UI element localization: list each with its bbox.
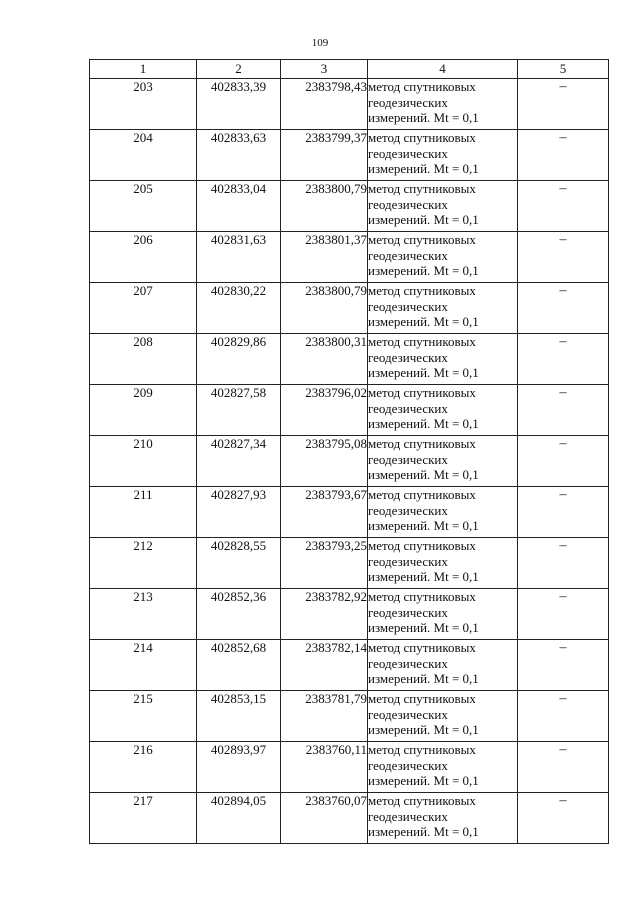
point-number-cell: 213 xyxy=(90,589,197,640)
method-line-1: метод спутниковых xyxy=(368,640,476,655)
method-line-2: геодезических xyxy=(368,94,448,110)
y-coordinate-cell: 2383760,07 xyxy=(281,793,368,844)
table-row xyxy=(90,589,609,640)
description-cell: – xyxy=(518,283,609,334)
description-cell: – xyxy=(518,487,609,538)
description-cell: – xyxy=(518,793,609,844)
method-line-3: измерений. Mt = 0,1 xyxy=(368,773,479,788)
method-line-2: геодезических xyxy=(368,604,448,620)
method-line-2: геодезических xyxy=(368,706,448,722)
coordinates-table xyxy=(89,59,609,844)
method-line-3: измерений. Mt = 0,1 xyxy=(368,161,479,176)
point-number-cell: 215 xyxy=(90,691,197,742)
method-line-1: метод спутниковых xyxy=(368,181,476,196)
description-cell: – xyxy=(518,334,609,385)
table-row xyxy=(90,232,609,283)
column-header-4: 4 xyxy=(368,60,518,79)
column-header-2: 2 xyxy=(197,60,281,79)
method-cell xyxy=(368,793,518,844)
method-cell xyxy=(368,538,518,589)
method-line-3: измерений. Mt = 0,1 xyxy=(368,620,479,635)
method-line-1: метод спутниковых xyxy=(368,538,476,553)
method-line-3: измерений. Mt = 0,1 xyxy=(368,365,479,380)
method-line-1: метод спутниковых xyxy=(368,385,476,400)
point-number-cell: 209 xyxy=(90,385,197,436)
table-row xyxy=(90,691,609,742)
method-cell xyxy=(368,79,518,130)
x-coordinate-cell: 402827,93 xyxy=(197,487,281,538)
method-line-1: метод спутниковых xyxy=(368,334,476,349)
table-row xyxy=(90,181,609,232)
table-row xyxy=(90,385,609,436)
x-coordinate-cell: 402829,86 xyxy=(197,334,281,385)
method-line-3: измерений. Mt = 0,1 xyxy=(368,722,479,737)
method-line-3: измерений. Mt = 0,1 xyxy=(368,467,479,482)
description-cell: – xyxy=(518,181,609,232)
method-cell xyxy=(368,691,518,742)
point-number-cell: 204 xyxy=(90,130,197,181)
y-coordinate-cell: 2383800,79 xyxy=(281,181,368,232)
y-coordinate-cell: 2383801,37 xyxy=(281,232,368,283)
x-coordinate-cell: 402827,58 xyxy=(197,385,281,436)
point-number-cell: 212 xyxy=(90,538,197,589)
x-coordinate-cell: 402833,39 xyxy=(197,79,281,130)
method-line-3: измерений. Mt = 0,1 xyxy=(368,824,479,839)
point-number-cell: 206 xyxy=(90,232,197,283)
description-cell: – xyxy=(518,640,609,691)
table-row xyxy=(90,538,609,589)
y-coordinate-cell: 2383800,31 xyxy=(281,334,368,385)
method-line-2: геодезических xyxy=(368,349,448,365)
y-coordinate-cell: 2383796,02 xyxy=(281,385,368,436)
x-coordinate-cell: 402894,05 xyxy=(197,793,281,844)
point-number-cell: 211 xyxy=(90,487,197,538)
description-cell: – xyxy=(518,130,609,181)
method-line-3: измерений. Mt = 0,1 xyxy=(368,314,479,329)
x-coordinate-cell: 402828,55 xyxy=(197,538,281,589)
table-row xyxy=(90,334,609,385)
method-line-2: геодезических xyxy=(368,502,448,518)
point-number-cell: 216 xyxy=(90,742,197,793)
method-cell xyxy=(368,436,518,487)
table-row xyxy=(90,487,609,538)
method-cell xyxy=(368,232,518,283)
table-row xyxy=(90,79,609,130)
method-line-1: метод спутниковых xyxy=(368,742,476,757)
y-coordinate-cell: 2383793,67 xyxy=(281,487,368,538)
method-line-1: метод спутниковых xyxy=(368,283,476,298)
point-number-cell: 207 xyxy=(90,283,197,334)
method-line-1: метод спутниковых xyxy=(368,487,476,502)
table-body xyxy=(90,79,609,844)
method-line-3: измерений. Mt = 0,1 xyxy=(368,671,479,686)
method-line-2: геодезических xyxy=(368,247,448,263)
x-coordinate-cell: 402893,97 xyxy=(197,742,281,793)
x-coordinate-cell: 402852,68 xyxy=(197,640,281,691)
method-line-1: метод спутниковых xyxy=(368,130,476,145)
method-line-2: геодезических xyxy=(368,400,448,416)
method-line-2: геодезических xyxy=(368,655,448,671)
y-coordinate-cell: 2383781,79 xyxy=(281,691,368,742)
x-coordinate-cell: 402833,63 xyxy=(197,130,281,181)
column-header-3: 3 xyxy=(281,60,368,79)
table-header xyxy=(90,60,609,79)
method-line-3: измерений. Mt = 0,1 xyxy=(368,569,479,584)
y-coordinate-cell: 2383795,08 xyxy=(281,436,368,487)
y-coordinate-cell: 2383793,25 xyxy=(281,538,368,589)
method-line-3: измерений. Mt = 0,1 xyxy=(368,263,479,278)
method-line-3: измерений. Mt = 0,1 xyxy=(368,416,479,431)
method-cell xyxy=(368,283,518,334)
y-coordinate-cell: 2383799,37 xyxy=(281,130,368,181)
method-cell xyxy=(368,487,518,538)
x-coordinate-cell: 402852,36 xyxy=(197,589,281,640)
description-cell: – xyxy=(518,691,609,742)
method-line-1: метод спутниковых xyxy=(368,436,476,451)
method-line-2: геодезических xyxy=(368,196,448,212)
x-coordinate-cell: 402831,63 xyxy=(197,232,281,283)
method-line-1: метод спутниковых xyxy=(368,691,476,706)
method-cell xyxy=(368,130,518,181)
method-line-2: геодезических xyxy=(368,298,448,314)
point-number-cell: 210 xyxy=(90,436,197,487)
table-row xyxy=(90,283,609,334)
method-line-3: измерений. Mt = 0,1 xyxy=(368,212,479,227)
table-row xyxy=(90,640,609,691)
description-cell: – xyxy=(518,232,609,283)
x-coordinate-cell: 402853,15 xyxy=(197,691,281,742)
x-coordinate-cell: 402830,22 xyxy=(197,283,281,334)
x-coordinate-cell: 402833,04 xyxy=(197,181,281,232)
method-cell xyxy=(368,334,518,385)
y-coordinate-cell: 2383798,43 xyxy=(281,79,368,130)
method-cell xyxy=(368,181,518,232)
method-line-2: геодезических xyxy=(368,553,448,569)
table-row xyxy=(90,742,609,793)
method-cell xyxy=(368,589,518,640)
column-header-1: 1 xyxy=(90,60,197,79)
method-line-2: геодезических xyxy=(368,451,448,467)
description-cell: – xyxy=(518,79,609,130)
description-cell: – xyxy=(518,436,609,487)
column-header-5: 5 xyxy=(518,60,609,79)
y-coordinate-cell: 2383800,79 xyxy=(281,283,368,334)
y-coordinate-cell: 2383782,14 xyxy=(281,640,368,691)
y-coordinate-cell: 2383782,92 xyxy=(281,589,368,640)
table-row xyxy=(90,793,609,844)
method-cell xyxy=(368,640,518,691)
x-coordinate-cell: 402827,34 xyxy=(197,436,281,487)
method-line-2: геодезических xyxy=(368,145,448,161)
y-coordinate-cell: 2383760,11 xyxy=(281,742,368,793)
method-cell xyxy=(368,742,518,793)
method-line-3: измерений. Mt = 0,1 xyxy=(368,518,479,533)
method-cell xyxy=(368,385,518,436)
description-cell: – xyxy=(518,742,609,793)
method-line-2: геодезических xyxy=(368,757,448,773)
point-number-cell: 217 xyxy=(90,793,197,844)
header-row xyxy=(90,60,609,79)
method-line-1: метод спутниковых xyxy=(368,589,476,604)
page-number: 109 xyxy=(311,37,329,49)
method-line-1: метод спутниковых xyxy=(368,232,476,247)
description-cell: – xyxy=(518,385,609,436)
point-number-cell: 205 xyxy=(90,181,197,232)
method-line-1: метод спутниковых xyxy=(368,79,476,94)
point-number-cell: 203 xyxy=(90,79,197,130)
method-line-3: измерений. Mt = 0,1 xyxy=(368,110,479,125)
method-line-2: геодезических xyxy=(368,808,448,824)
method-line-1: метод спутниковых xyxy=(368,793,476,808)
description-cell: – xyxy=(518,589,609,640)
description-cell: – xyxy=(518,538,609,589)
table-row xyxy=(90,130,609,181)
table-row xyxy=(90,436,609,487)
point-number-cell: 214 xyxy=(90,640,197,691)
point-number-cell: 208 xyxy=(90,334,197,385)
